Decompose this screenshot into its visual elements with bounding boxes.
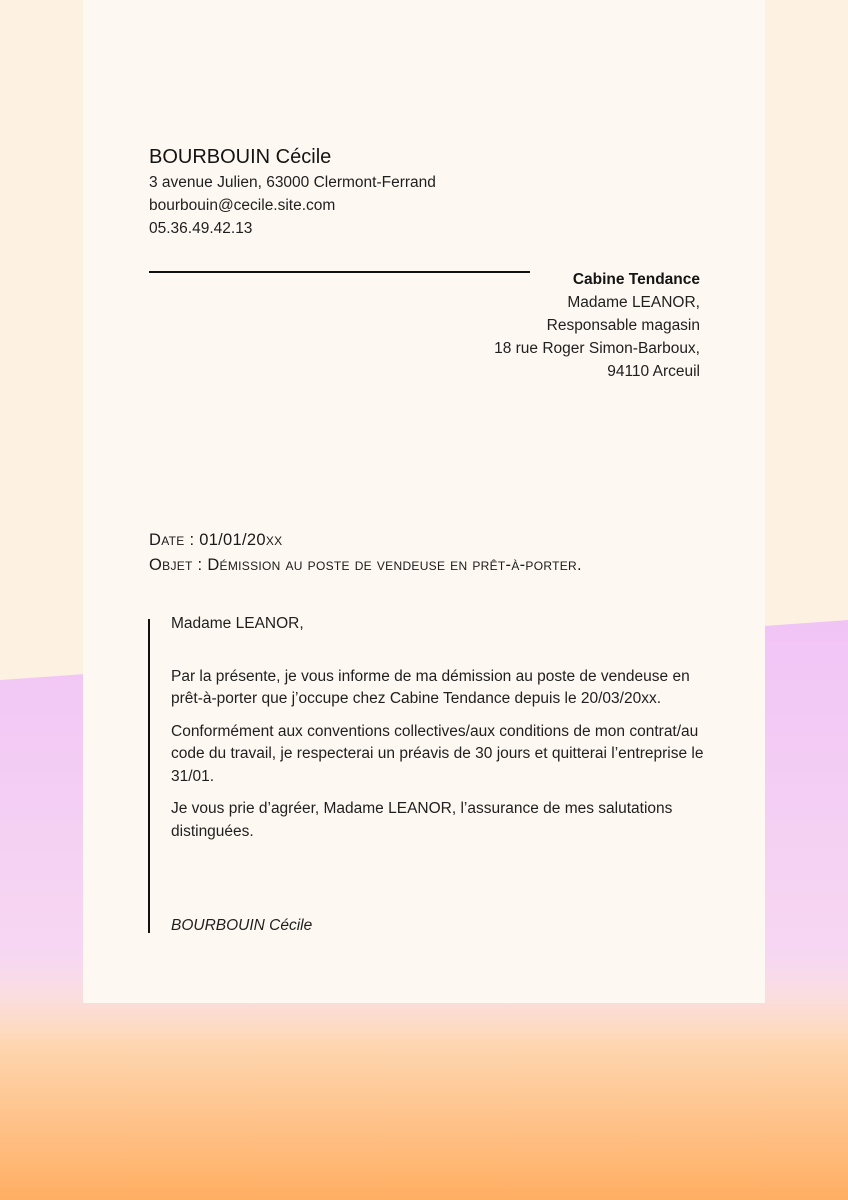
letter-paragraph: Je vous prie d’agréer, Madame LEANOR, l’assurance de mes salutations distinguées.: [171, 800, 673, 840]
letter-meta: [149, 528, 709, 578]
recipient-street: 18 rue Roger Simon-Barboux,: [494, 340, 700, 357]
sender-address: 3 avenue Julien, 63000 Clermont-Ferrand: [149, 174, 436, 191]
letter-signature: BOURBOUIN Cécile: [171, 917, 313, 934]
sender-block: [149, 143, 549, 240]
recipient-role: Responsable magasin: [546, 317, 700, 334]
letter-salutation: Madame LEANOR,: [171, 615, 304, 632]
sender-phone: 05.36.49.42.13: [149, 220, 253, 237]
recipient-city: 94110 Arceuil: [607, 363, 700, 380]
letter-subject: Objet : Démission au poste de vendeuse en prêt-à-porter.: [149, 556, 582, 574]
recipient-company: Cabine Tendance: [572, 271, 700, 288]
letter-body: [171, 613, 707, 853]
sender-email: bourbouin@cecile.site.com: [149, 197, 336, 214]
recipient-contact: Madame LEANOR,: [567, 294, 700, 311]
sender-name: BOURBOUIN Cécile: [149, 146, 332, 168]
body-vertical-rule: [148, 619, 150, 933]
recipient-block: [380, 268, 700, 383]
letter-date: Date : 01/01/20xx: [149, 531, 283, 549]
letter-paragraph: Conformément aux conventions collectives/aux conditions de mon contrat/au code du travail, je respecterai un préavis de 30 jours et quitterai l’entreprise le 31/01.: [171, 722, 704, 785]
letter-paragraph: Par la présente, je vous informe de ma démission au poste de vendeuse en prêt-à-porter que j’occupe chez Cabine Tendance depuis le 20/03/20xx.: [171, 667, 690, 707]
